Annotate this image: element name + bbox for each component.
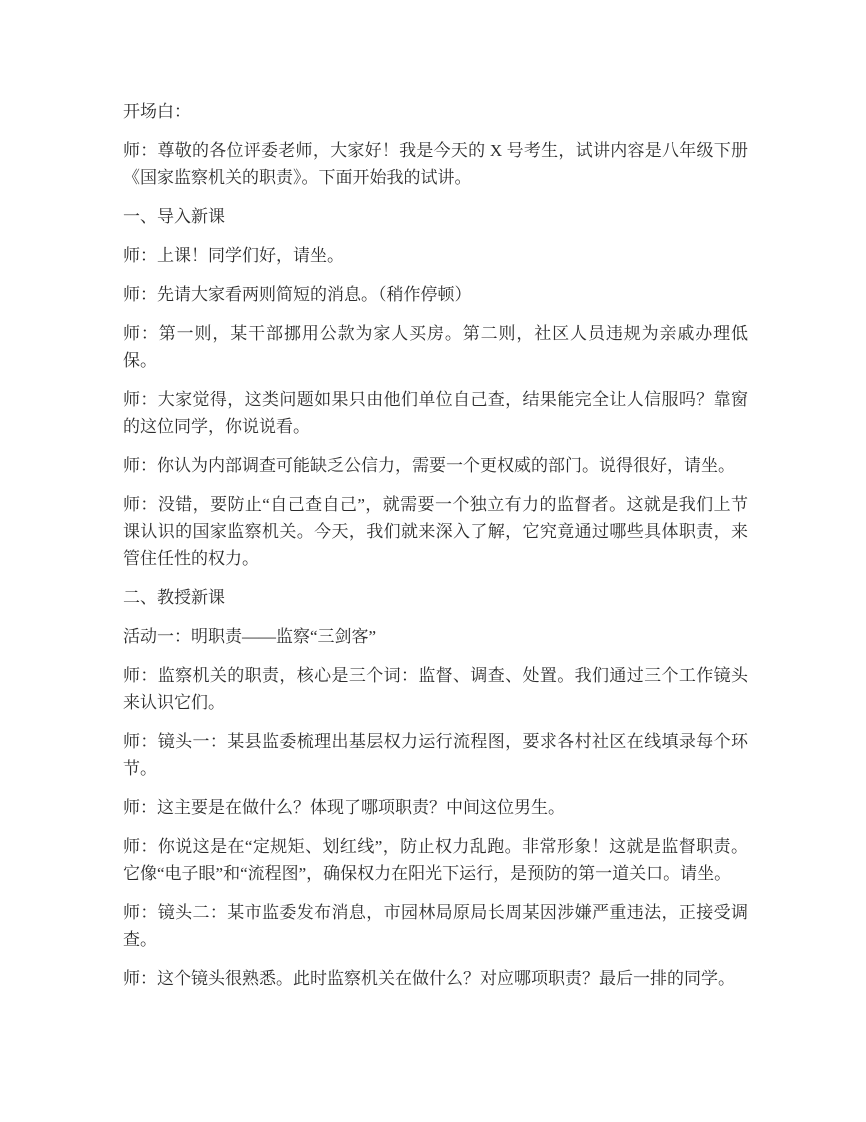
teacher-line: 师：没错，要防止“自己查自己”，就需要一个独立有力的监督者。这就是我们上节课认识的国家监察机关。今天，我们就来深入了解，它究竟通过哪些具体职责，来管住任性的权力。 — [123, 495, 748, 568]
opening-heading: 开场白： — [123, 102, 191, 121]
section-2-heading: 二、教授新课 — [123, 588, 225, 607]
teacher-line: 师：这主要是在做什么？体现了哪项职责？中间这位男生。 — [123, 798, 565, 817]
teacher-line: 师：上课！同学们好，请坐。 — [123, 246, 344, 265]
teacher-line: 师：大家觉得，这类问题如果只由他们单位自己查，结果能完全让人信服吗？靠窗的这位同学，你说说看。 — [123, 390, 748, 436]
teacher-line: 师：第一则，某干部挪用公款为家人买房。第二则，社区人员违规为亲戚办理低保。 — [123, 324, 748, 370]
teacher-line: 师：镜头二：某市监委发布消息，市园林局原局长周某因涉嫌严重违法，正接受调查。 — [123, 903, 748, 949]
teacher-line: 师：先请大家看两则简短的消息。（稍作停顿） — [123, 285, 472, 304]
section-1-heading: 一、导入新课 — [123, 207, 225, 226]
document-body — [123, 98, 748, 992]
teacher-line: 师：监察机关的职责，核心是三个词：监督、调查、处置。我们通过三个工作镜头来认识它们。 — [123, 666, 748, 712]
teacher-line: 师：这个镜头很熟悉。此时监察机关在做什么？对应哪项职责？最后一排的同学。 — [123, 969, 735, 988]
activity-1-heading: 活动一：明职责——监察“三剑客” — [123, 627, 377, 646]
teacher-intro-line: 师：尊敬的各位评委老师，大家好！我是今天的 X 号考生，试讲内容是八年级下册《国家监察机关的职责》。下面开始我的试讲。 — [123, 141, 748, 187]
teacher-line: 师：你说这是在“定规矩、划红线”，防止权力乱跑。非常形象！这就是监督职责。它像“电子眼”和“流程图”，确保权力在阳光下运行，是预防的第一道关口。请坐。 — [123, 837, 748, 883]
teacher-line: 师：镜头一：某县监委梳理出基层权力运行流程图，要求各村社区在线填录每个环节。 — [123, 732, 748, 778]
teacher-line: 师：你认为内部调查可能缺乏公信力，需要一个更权威的部门。说得很好，请坐。 — [123, 456, 735, 475]
